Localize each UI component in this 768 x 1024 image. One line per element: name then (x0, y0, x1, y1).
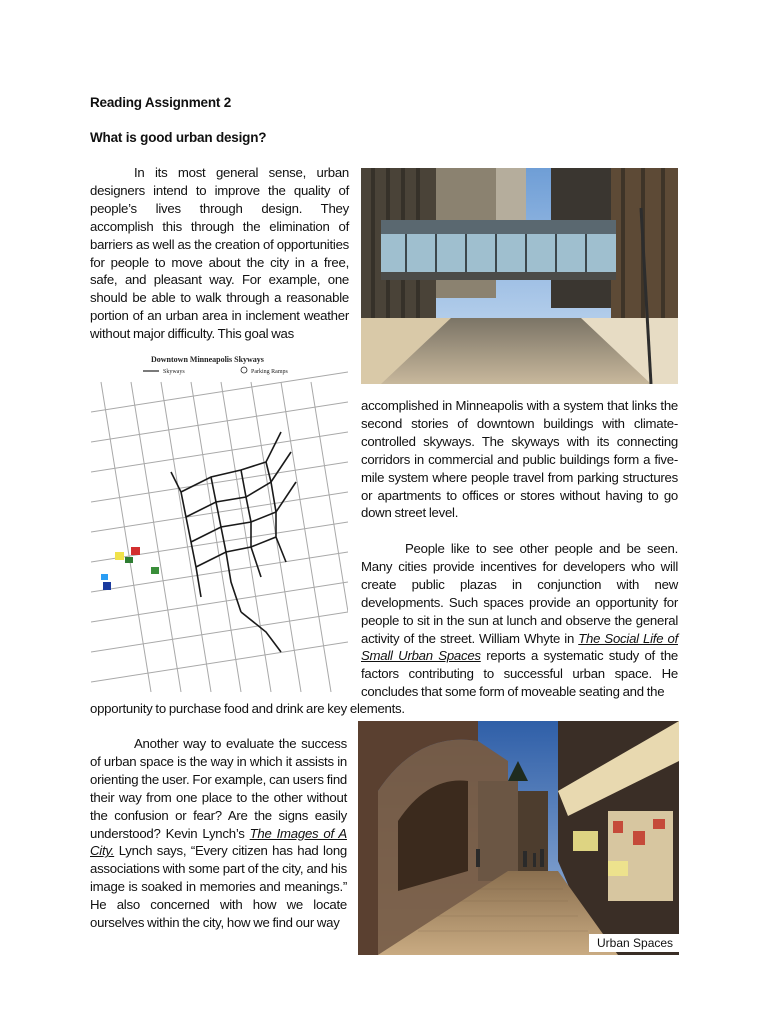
paragraph-1-continued: accomplished in Minneapolis with a system that links the second stories of downtown buildings with climate-controlled skyways. The skyways with its connecting corridors in commercial and public buildings form a five-mile system where people travel from parking structures or apartments to offices or stores without having to go down street level. (361, 398, 678, 521)
map-legend-parking: Parking Ramps (251, 369, 288, 375)
skyway-photo (361, 168, 678, 384)
paragraph-2: People like to see other people and be seen. Many cities provide incentives for developers who will create public plazas in conjunction with new developments. Such spaces provide an opportunity for people to sit in the sun at lunch and observe the general activity of the street. William Whyte in The Social Life of Small Urban Spaces reports a systematic study of the factors contributing to successful urban space. He concludes that some form of moveable seating and the (361, 541, 678, 700)
paragraph-2-last-line: opportunity to purchase food and drink are key elements. (90, 701, 405, 716)
book-title-social-life: The Social Life of Small Urban Spaces (361, 630, 678, 664)
assignment-title: Reading Assignment 2 (90, 95, 232, 110)
book-title-images-of-city: The Images of A City. (90, 825, 347, 859)
map-title: Downtown Minneapolis Skyways (151, 355, 264, 364)
photo-caption: Urban Spaces (589, 934, 681, 952)
paragraph-3: Another way to evaluate the success of urban space is the way in which it assists in orienting the user. For example, can users find their way from one place to the other without the confusion or fear? Are the signs easily understood? Kevin Lynch’s The Images of A City. Lynch says, “Every citizen has had long associations with some part of the city, and his image is soaked in memories and meanings.” He also concerned with how we locate ourselves within the city, how we find our way (90, 736, 347, 931)
skyway-map (91, 352, 348, 692)
urban-spaces-photo (358, 721, 679, 955)
paragraph-1-lead: In its most general sense, urban designers intend to improve the quality of people’s lives through design. They accomplish this through the elimination of barriers as well as the creation of opportunities for people to move about the city in a free, safe, and pleasant way. For example, one should be able to walk through a reasonable portion of an urban area in inclement weather without major difficulty. This goal was (90, 165, 349, 342)
map-legend-skyway: Skyways (163, 369, 185, 375)
section-question: What is good urban design? (90, 130, 267, 145)
